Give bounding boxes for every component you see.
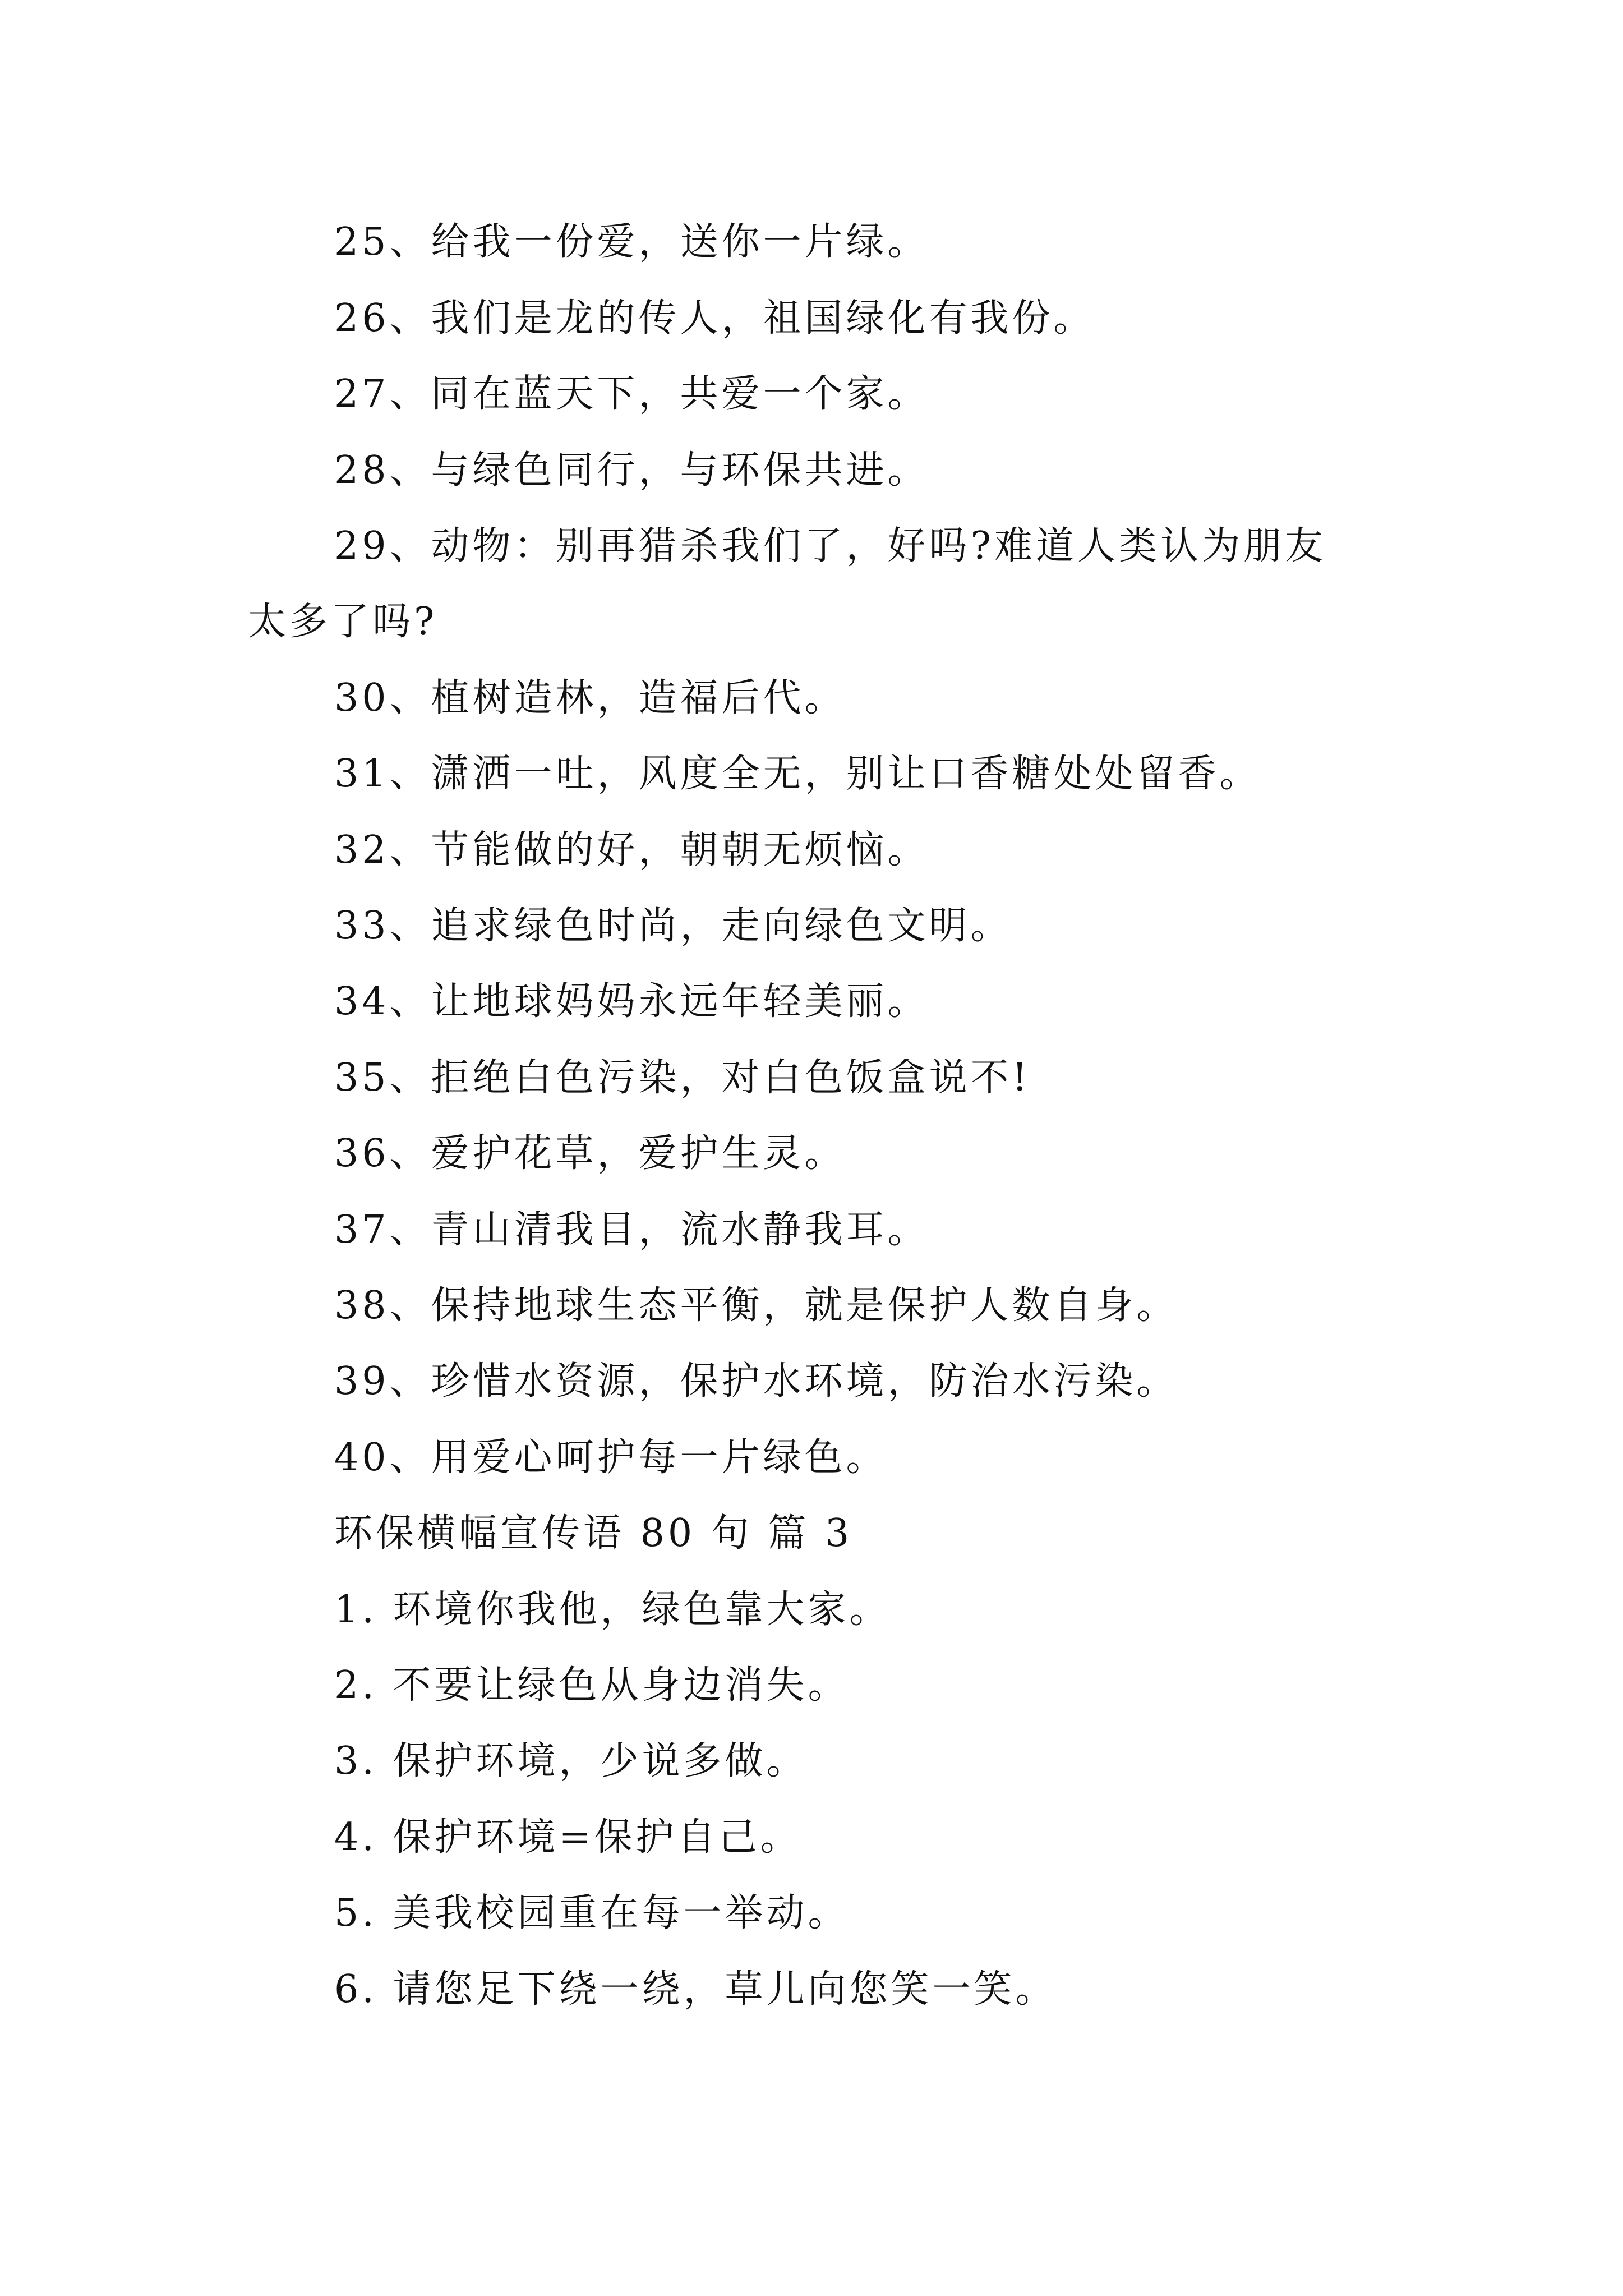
- slogan-line-29-continuation: 太多了吗?: [248, 600, 438, 644]
- slogan-line-29: 29、动物：别再猎杀我们了，好吗?难道人类认为朋友: [334, 524, 1326, 568]
- slogan-line-38: 38、保持地球生态平衡，就是保护人数自身。: [334, 1283, 1178, 1328]
- slogan-line-28: 28、与绿色同行，与环保共进。: [334, 448, 929, 493]
- slogan-line-6: 6. 请您足下绕一绕，草儿向您笑一笑。: [334, 1967, 1057, 2012]
- slogan-line-27: 27、同在蓝天下，共爱一个家。: [334, 372, 929, 416]
- slogan-line-3: 3. 保护环境，少说多做。: [334, 1739, 808, 1783]
- slogan-line-39: 39、珍惜水资源，保护水环境，防治水污染。: [334, 1359, 1178, 1404]
- slogan-line-2: 2. 不要让绿色从身边消失。: [334, 1663, 850, 1708]
- slogan-line-4: 4. 保护环境=保护自己。: [334, 1815, 802, 1860]
- slogan-line-5: 5. 美我校园重在每一举动。: [334, 1891, 850, 1935]
- slogan-line-34: 34、让地球妈妈永远年轻美丽。: [334, 979, 929, 1024]
- slogan-line-33: 33、追求绿色时尚，走向绿色文明。: [334, 904, 1012, 948]
- slogan-line-36: 36、爱护花草，爱护生灵。: [334, 1131, 846, 1176]
- slogan-line-25: 25、给我一份爱，送你一片绿。: [334, 220, 929, 264]
- slogan-line-26: 26、我们是龙的传人，祖国绿化有我份。: [334, 296, 1095, 341]
- slogan-line-40: 40、用爱心呵护每一片绿色。: [334, 1435, 888, 1480]
- slogan-line-32: 32、节能做的好，朝朝无烦恼。: [334, 828, 929, 872]
- slogan-line-37: 37、青山清我目，流水静我耳。: [334, 1208, 929, 1252]
- section-heading: 环保横幅宣传语 80 句 篇 3: [334, 1511, 853, 1556]
- slogan-line-30: 30、植树造林，造福后代。: [334, 676, 846, 720]
- slogan-line-1: 1. 环境你我他，绿色靠大家。: [334, 1588, 891, 1632]
- slogan-line-31: 31、潇洒一吐，风度全无，别让口香糖处处留香。: [334, 752, 1261, 796]
- slogan-line-35: 35、拒绝白色污染，对白色饭盒说不!: [334, 1056, 1031, 1100]
